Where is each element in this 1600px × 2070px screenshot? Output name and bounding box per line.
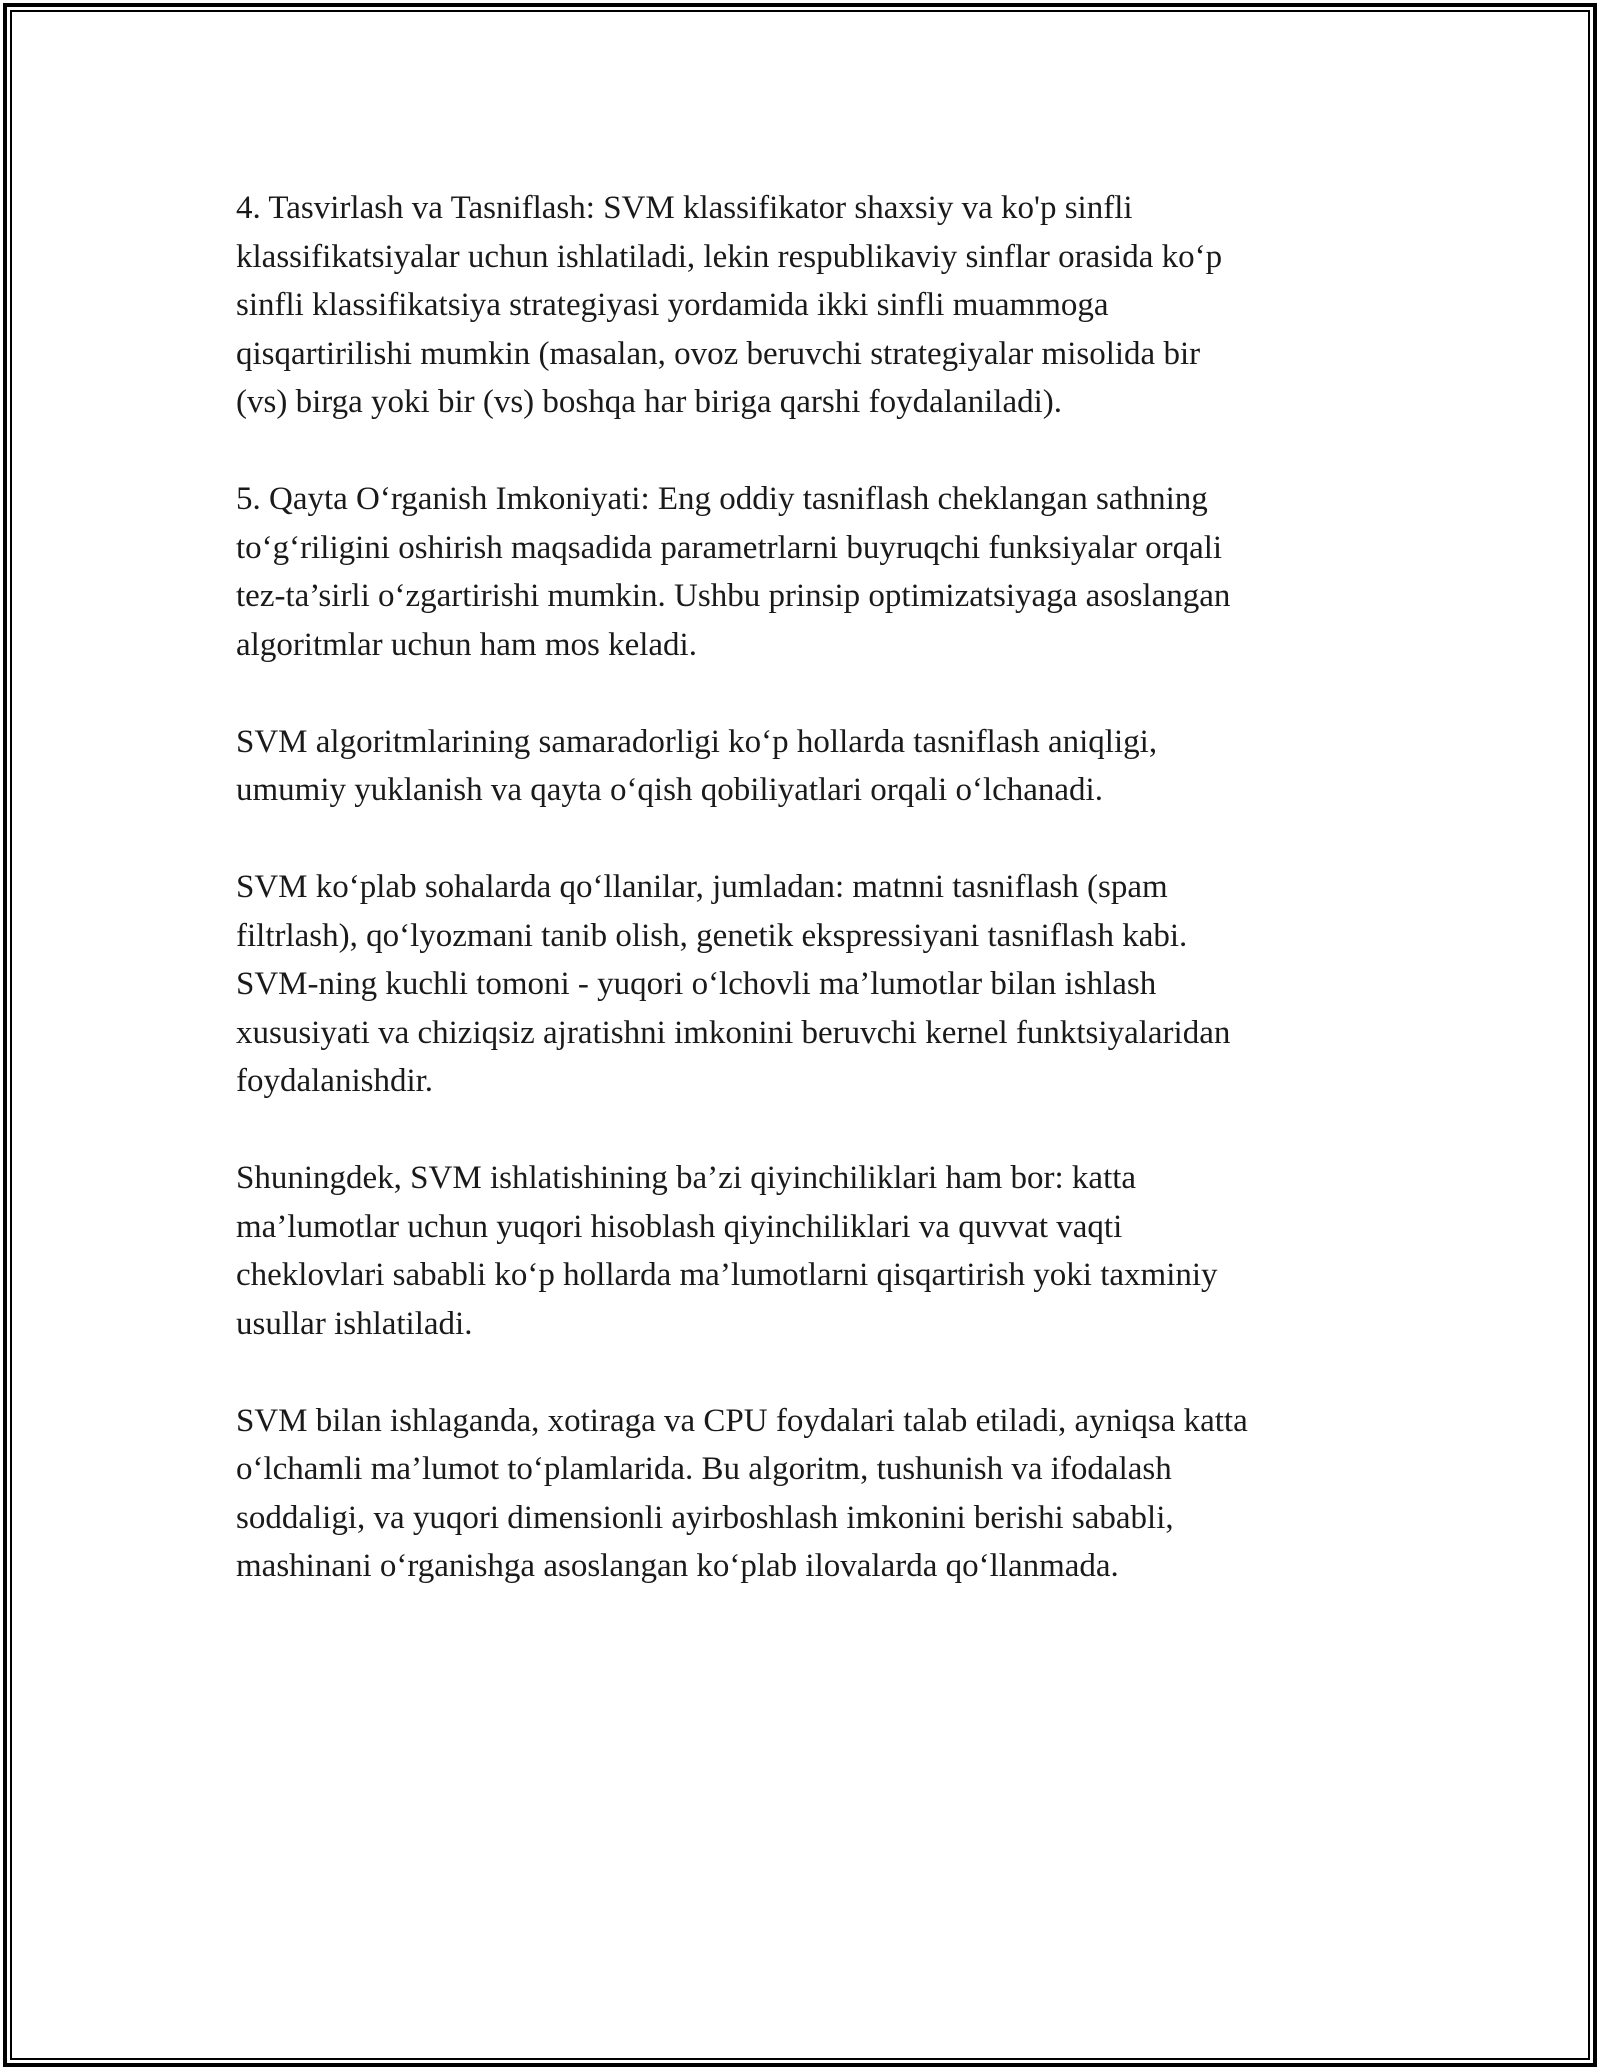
text-line: foydalanishdir. <box>236 1063 434 1099</box>
text-line: 5. Qayta O‘rganish Imkoniyati: Eng oddiy tasniflash cheklangan sathning <box>236 481 1208 517</box>
text-line: ma’lumotlar uchun yuqori hisoblash qiyinchiliklari va quvvat vaqti <box>236 1208 1123 1245</box>
paragraph-svm-qiyinchiliklari <box>236 1154 1366 1348</box>
document-body <box>236 184 1366 1591</box>
text-line: SVM ko‘plab sohalarda qo‘llanilar, jumladan: matnni tasniflash (spam <box>236 869 1168 905</box>
text-line: o‘lchamli ma’lumot to‘plamlarida. Bu algoritm, tushunish va ifodalash <box>236 1451 1172 1487</box>
text-line: SVM-ning kuchli tomoni - yuqori o‘lchovli ma’lumotlar bilan ishlash <box>236 966 1157 1002</box>
text-line: SVM algoritmlarining samaradorligi ko‘p hollarda tasniflash aniqligi, <box>236 723 1158 760</box>
text-line: klassifikatsiyalar uchun ishlatiladi, lekin respublikaviy sinflar orasida ko‘p <box>236 238 1223 275</box>
text-line: soddaligi, va yuqori dimensionli ayirboshlash imkonini berishi sababli, <box>236 1499 1174 1536</box>
text-line: (vs) birga yoki bir (vs) boshqa har biriga qarshi foydalaniladi). <box>236 384 1063 420</box>
text-line: cheklovlari sababli ko‘p hollarda ma’lumotlarni qisqartirish yoki taxminiy <box>236 1257 1218 1293</box>
text-line: qisqartirilishi mumkin (masalan, ovoz beruvchi strategiyalar misolida bir <box>236 335 1201 372</box>
paragraph-svm-sohalari <box>236 863 1366 1106</box>
paragraph-svm-samaradorligi <box>236 718 1366 815</box>
text-line: filtrlash), qo‘lyozmani tanib olish, genetik ekspressiyani tasniflash kabi. <box>236 917 1188 954</box>
text-line: mashinani o‘rganishga asoslangan ko‘plab ilovalarda qo‘llanmada. <box>236 1548 1119 1584</box>
text-line: usullar ishlatiladi. <box>236 1305 473 1342</box>
text-line: xususiyati va chiziqsiz ajratishni imkonini beruvchi kernel funktsiyalaridan <box>236 1014 1231 1051</box>
text-line: SVM bilan ishlaganda, xotiraga va CPU foydalari talab etiladi, ayniqsa katta <box>236 1402 1248 1439</box>
text-line: 4. Tasvirlash va Tasniflash: SVM klassifikator shaxsiy va ko'p sinfli <box>236 190 1133 226</box>
paragraph-qayta-organish-imkoniyati <box>236 475 1366 669</box>
text-line: algoritmlar uchun ham mos keladi. <box>236 626 697 663</box>
text-line: tez-ta’sirli o‘zgartirishi mumkin. Ushbu prinsip optimizatsiyaga asoslangan <box>236 578 1231 614</box>
text-line: sinfli klassifikatsiya strategiyasi yordamida ikki sinfli muammoga <box>236 287 1109 323</box>
paragraph-tasvirlash-va-tasniflash <box>236 184 1366 427</box>
text-line: to‘g‘riligini oshirish maqsadida parametrlarni buyruqchi funksiyalar orqali <box>236 529 1223 566</box>
text-line: umumiy yuklanish va qayta o‘qish qobiliyatlari orqali o‘lchanadi. <box>236 772 1103 808</box>
paragraph-svm-resurslar <box>236 1397 1366 1591</box>
text-line: Shuningdek, SVM ishlatishining ba’zi qiyinchiliklari ham bor: katta <box>236 1160 1137 1196</box>
